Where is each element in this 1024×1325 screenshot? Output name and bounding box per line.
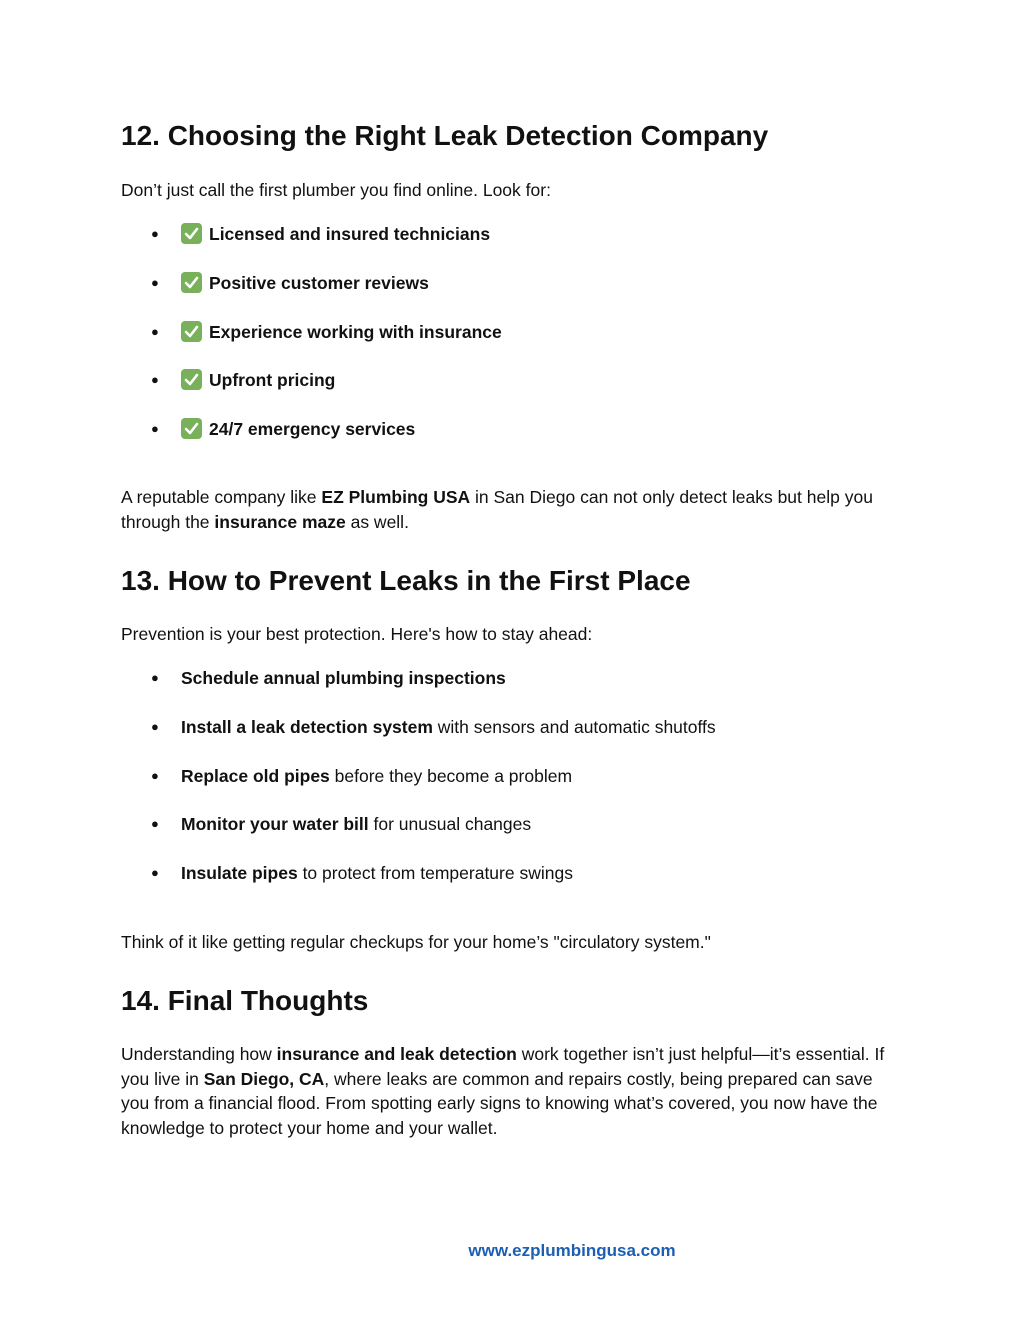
tip-bold-text: Monitor your water bill (181, 814, 369, 835)
tip-bold-text: Replace old pipes (181, 765, 330, 786)
bullet-icon: ● (151, 274, 159, 290)
section-13-intro: Prevention is your best protection. Here's how to stay ahead: (121, 624, 593, 644)
company-criteria-list (121, 222, 901, 466)
prevention-tips-list (121, 666, 901, 910)
section-14-heading: 14. Final Thoughts (121, 985, 369, 1016)
emphasis-text: insurance and leak detection (276, 1044, 517, 1064)
criteria-text: Positive customer reviews (209, 272, 429, 293)
list-item (121, 320, 901, 369)
bullet-icon: ● (151, 767, 159, 783)
list-item (121, 764, 901, 813)
bullet-icon: ● (151, 865, 159, 881)
checkmark-icon (181, 321, 202, 342)
text-run: A reputable company like (121, 487, 322, 507)
list-item (121, 812, 901, 861)
bullet-icon: ● (151, 670, 159, 685)
tip-text: for unusual changes (368, 814, 532, 835)
bullet-icon: ● (151, 718, 159, 734)
section-14-body (121, 1042, 891, 1140)
checkmark-icon (181, 272, 202, 293)
checkmark-icon (181, 223, 202, 244)
text-run: work together isn’t just helpful—it’s essential. If you live in (121, 1044, 885, 1089)
criteria-text: 24/7 emergency services (209, 419, 416, 440)
list-item (121, 861, 901, 910)
checkmark-icon (181, 369, 202, 390)
location-text: San Diego, CA (203, 1068, 325, 1089)
section-12-closing (121, 485, 891, 534)
section-13-heading: 13. How to Prevent Leaks in the First Place (121, 565, 691, 596)
list-item (121, 222, 901, 271)
tip-bold-text: Schedule annual plumbing inspections (181, 668, 506, 688)
bullet-icon: ● (151, 226, 159, 241)
criteria-text: Licensed and insured technicians (209, 224, 491, 244)
list-item (121, 368, 901, 417)
tip-text: with sensors and automatic shutoffs (432, 716, 716, 737)
section-13-closing: Think of it like getting regular checkups for your home’s "circulatory system." (121, 932, 711, 952)
bullet-icon: ● (151, 421, 159, 437)
text-run: Understanding how (121, 1044, 277, 1064)
list-item (121, 417, 901, 466)
text-run: as well. (345, 511, 409, 532)
section-12-intro: Don’t just call the first plumber you find online. Look for: (121, 180, 551, 200)
tip-bold-text: Insulate pipes (181, 863, 298, 884)
list-item (121, 715, 901, 764)
list-item (121, 271, 901, 320)
footer-website-link[interactable]: www.ezplumbingusa.com (468, 1241, 676, 1260)
tip-bold-text: Install a leak detection system (181, 716, 433, 737)
bullet-icon: ● (151, 323, 159, 339)
text-run: in San Diego can not only detect leaks but help you through the (121, 487, 873, 532)
checkmark-icon (181, 418, 202, 439)
list-item (121, 666, 901, 715)
company-name: EZ Plumbing USA (321, 487, 471, 507)
emphasis-text: insurance maze (214, 511, 346, 532)
bullet-icon: ● (151, 816, 159, 832)
criteria-text: Upfront pricing (209, 370, 336, 391)
section-12-heading: 12. Choosing the Right Leak Detection Company (121, 120, 769, 151)
tip-text: before they become a problem (329, 765, 573, 786)
tip-text: to protect from temperature swings (297, 863, 573, 884)
criteria-text: Experience working with insurance (209, 321, 502, 342)
bullet-icon: ● (151, 372, 159, 388)
text-run: , where leaks are common and repairs costly, being prepared can save you from a financial flood. From spotting early signs to knowing what’s covered, you now have the knowledge to protect your home and your wallet. (121, 1068, 878, 1138)
